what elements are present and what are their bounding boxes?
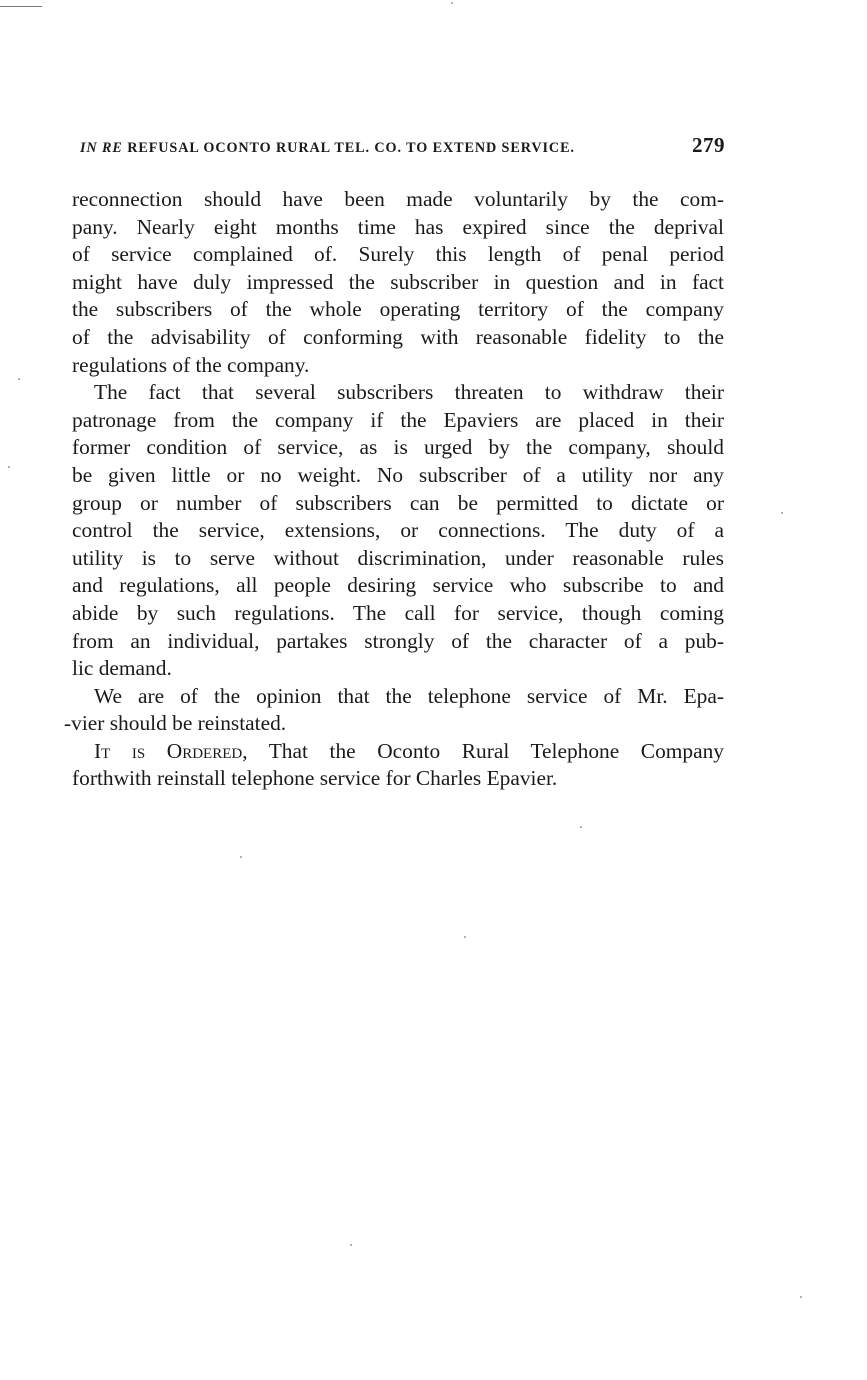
- text-line: and regulations, all people desiring service who subscribe to and: [72, 573, 724, 598]
- text-line: utility is to serve without discrimination, under reasonable rules: [72, 545, 724, 570]
- text-line: group or number of subscribers can be permitted to dictate or: [72, 490, 724, 515]
- scan-speck: [580, 826, 582, 828]
- body-text: [64, 186, 724, 793]
- text-line: lic demand.: [72, 656, 172, 681]
- paragraph-opinion: [64, 683, 724, 738]
- order-text: That the Oconto Rural Telephone Company: [247, 738, 724, 763]
- text-line: forthwith reinstall telephone service for Charles Epavier.: [72, 766, 558, 791]
- scan-speck: [8, 466, 10, 468]
- scan-speck: [240, 856, 242, 858]
- scan-speck: [781, 512, 783, 514]
- scan-speck: [18, 378, 20, 380]
- scan-speck: [800, 1296, 802, 1298]
- text-line: the subscribers of the whole operating territory of the company: [72, 297, 724, 322]
- text-line: regulations of the company.: [72, 352, 310, 377]
- scan-speck: [464, 936, 466, 938]
- order-line: [72, 738, 724, 766]
- text-line: abide by such regulations. The call for service, though coming: [72, 600, 724, 625]
- text-line: of the advisability of conforming with reasonable fidelity to the: [72, 324, 724, 349]
- running-title-text: REFUSAL OCONTO RURAL TEL. CO. TO EXTEND SERVICE.: [127, 140, 575, 156]
- text-line: reconnection should have been made voluntarily by the com-: [72, 187, 724, 211]
- running-title: [80, 140, 575, 157]
- text-line: might have duly impressed the subscriber in question and in fact: [72, 269, 724, 294]
- text-line: control the service, extensions, or connections. The duty of a: [72, 518, 724, 543]
- text-line: patronage from the company if the Epaviers are placed in their: [72, 407, 724, 432]
- text-line: We are of the opinion that the telephone service of Mr. Epa-: [94, 683, 724, 708]
- page-number: 279: [692, 133, 725, 157]
- scan-speck: [451, 2, 453, 4]
- text-line: -vier should be reinstated.: [64, 711, 287, 736]
- paragraph-subscribers: [72, 379, 724, 683]
- order-smallcaps: It is Ordered,: [94, 738, 248, 763]
- paragraph-reconnection: [72, 186, 724, 379]
- scan-edge-rule: [0, 6, 42, 7]
- text-line: be given little or no weight. No subscriber of a utility nor any: [72, 462, 724, 487]
- text-line: from an individual, partakes strongly of the character of a pub-: [72, 628, 724, 653]
- text-line: of service complained of. Surely this length of penal period: [72, 242, 724, 267]
- paragraph-order: [72, 738, 724, 793]
- text-line: former condition of service, as is urged by the company, should: [72, 435, 724, 460]
- text-line: The fact that several subscribers threaten to withdraw their: [94, 380, 724, 405]
- running-head: [80, 133, 725, 157]
- running-title-italic: IN RE: [80, 140, 123, 156]
- text-line: pany. Nearly eight months time has expired since the deprival: [72, 214, 724, 239]
- scan-speck: [350, 1244, 352, 1246]
